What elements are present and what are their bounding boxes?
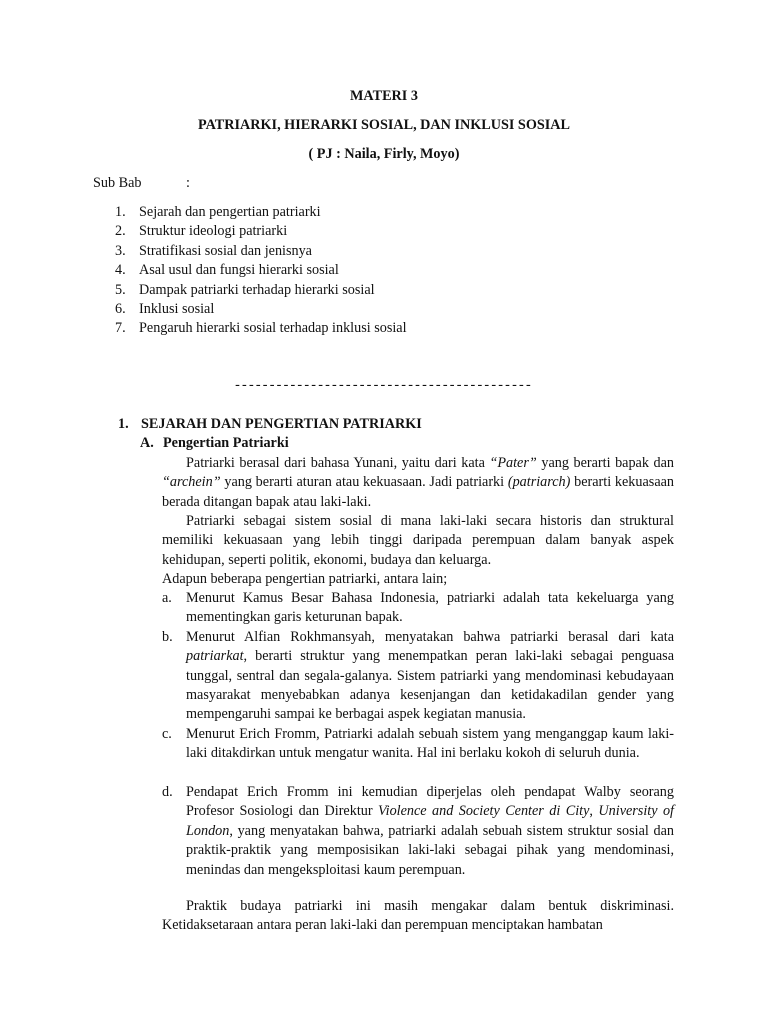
subsection-number: A.	[140, 435, 154, 451]
list-item-text: Menurut Kamus Besar Bahasa Indonesia, patriarki adalah tata kekeluarga yang mementingkan garis keturunan bapak.	[186, 590, 674, 626]
list-item	[162, 589, 674, 628]
list-item	[162, 725, 674, 783]
list-item-text: , berarti struktur yang menempatkan peran laki-laki sebagai penguasa tunggal, sentral dan segala-galanya. Sistem patriarki yang mendominasi kebudayaan masyarakat menyebabkan adanya kesenjangan dan ketidakadilan gender yang mempengaruhi sampai ke berbagai aspek kegiatan manusia.	[186, 648, 674, 723]
document-pj: ( PJ : Naila, Firly, Moyo)	[308, 146, 460, 162]
list-item-marker: d.	[162, 783, 173, 800]
toc-item-number: 1.	[115, 204, 126, 220]
list-item-marker: b.	[162, 628, 173, 645]
term-patriarch: (patriarch)	[507, 474, 571, 491]
paragraph-text: yang berarti bapak dan	[536, 455, 674, 471]
section-title: SEJARAH DAN PENGERTIAN PATRIARKI	[141, 416, 422, 432]
list-item-marker: c.	[162, 725, 172, 742]
paragraph-definition	[162, 454, 674, 512]
toc-item-text: Inklusi sosial	[139, 300, 215, 317]
term-university: University of London	[186, 803, 674, 839]
list-item-marker: a.	[162, 590, 172, 606]
list-item	[162, 628, 674, 725]
toc-item-number: 5.	[115, 281, 126, 298]
subsection-title: Pengertian Patriarki	[163, 435, 289, 451]
toc-item	[93, 319, 693, 338]
list-item-text: , yang menyatakan bahwa, patriarki adalah sebuah sistem struktur sosial dan praktik-praktik yang memposisikan laki-laki sebagai pihak yang mendominasi, menindas dan mengeksploitasi kaum perempuan.	[186, 822, 674, 878]
toc-item	[93, 261, 693, 280]
toc-item-text: Asal usul dan fungsi hierarki sosial	[139, 262, 339, 279]
list-item-text: Pendapat Erich Fromm ini kemudian diperjelas oleh pendapat Walby seorang Profesor Sosiologi dan Direktur	[186, 783, 674, 820]
toc-item-number: 4.	[115, 262, 126, 279]
list-item-text: Menurut Erich Fromm, Patriarki adalah sebuah sistem yang menganggap kaum laki-laki ditakdirkan untuk mengatur wanita. Hal ini berlaku kokoh di seluruh dunia.	[186, 725, 674, 762]
toc-item-number: 6.	[115, 300, 126, 317]
toc-item-number: 3.	[115, 242, 126, 259]
list-item-text: Menurut Alfian Rokhmansyah, menyatakan bahwa patriarki berasal dari kata	[186, 628, 674, 645]
paragraph-text: Patriarki berasal dari bahasa Yunani, yaitu dari kata	[186, 455, 490, 471]
term-patriarkat: patriarkat	[186, 648, 244, 665]
toc-item-text: Stratifikasi sosial dan jenisnya	[139, 242, 312, 259]
list-intro: Adapun beberapa pengertian patriarki, antara lain;	[162, 571, 448, 587]
definition-list	[162, 589, 674, 880]
paragraph-text: berarti kekuasaan berada ditangan bapak atau laki-laki.	[162, 474, 675, 510]
toc-item-number: 2.	[115, 223, 126, 240]
toc-item	[93, 222, 693, 241]
term-violence-center: Violence and Society Center di City	[378, 803, 590, 820]
list-item-text: ,	[589, 803, 599, 820]
toc-item	[93, 281, 693, 300]
paragraph-practice: Praktik budaya patriarki ini masih mengakar dalam bentuk diskriminasi. Ketidaksetaraan antara peran laki-laki dan perempuan menciptakan hambatan	[162, 898, 674, 934]
section-divider: -------------------------------------------	[235, 377, 533, 393]
term-pater: “Pater”	[489, 455, 537, 471]
subbab-colon: :	[186, 175, 190, 191]
toc-item	[93, 203, 693, 222]
document-title: MATERI 3	[350, 88, 418, 104]
paragraph-text: yang berarti aturan atau kekuasaan. Jadi patriarki	[220, 474, 508, 491]
toc-item	[93, 300, 693, 319]
table-of-contents	[93, 203, 693, 339]
toc-item-text: Pengaruh hierarki sosial terhadap inklusi sosial	[139, 320, 407, 337]
paragraph-social-system: Patriarki sebagai sistem sosial di mana laki-laki secara historis dan struktural memiliki kekuasaan yang lebih tinggi daripada perempuan dalam banyak aspek kehidupan, seperti politik, ekonomi, budaya dan keluarga.	[162, 513, 674, 568]
subbab-row	[93, 174, 190, 193]
toc-item-text: Dampak patriarki terhadap hierarki sosial	[139, 281, 375, 298]
toc-item	[93, 242, 693, 261]
toc-item-text: Struktur ideologi patriarki	[139, 223, 288, 240]
section-number: 1.	[118, 416, 129, 432]
term-archein: “archein”	[162, 474, 221, 491]
subbab-label: Sub Bab	[93, 175, 142, 191]
toc-item-text: Sejarah dan pengertian patriarki	[139, 204, 321, 220]
document-subtitle: PATRIARKI, HIERARKI SOSIAL, DAN INKLUSI SOSIAL	[198, 117, 570, 133]
toc-item-number: 7.	[115, 320, 126, 337]
list-item	[162, 783, 674, 880]
